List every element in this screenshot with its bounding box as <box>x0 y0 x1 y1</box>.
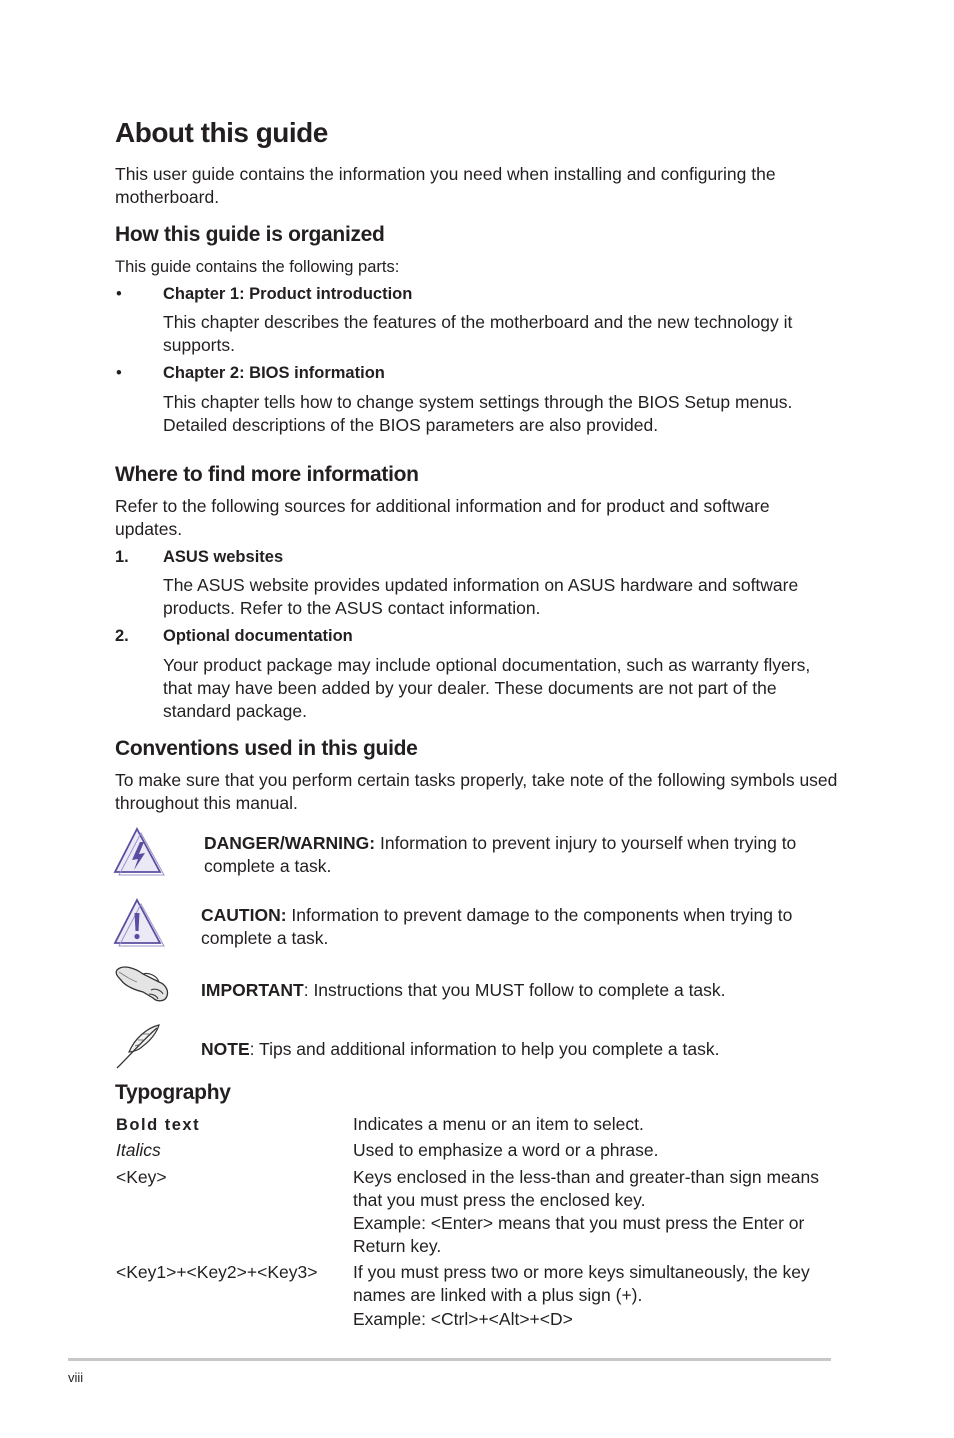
section-heading-typography: Typography <box>115 1081 231 1104</box>
typography-desc-key: Keys enclosed in the less-than and greater-than sign means that you must press the enclosed key. <box>353 1167 819 1210</box>
asus-websites-title: ASUS websites <box>163 548 284 566</box>
page-title: About this guide <box>115 117 328 148</box>
important-hand-icon <box>113 960 177 1006</box>
page-number: viii <box>68 1370 84 1385</box>
list-number: 1. <box>115 548 129 566</box>
caution-label: CAUTION: <box>201 905 287 925</box>
chapter-2-title: Chapter 2: BIOS information <box>163 364 385 382</box>
section-heading-more-info: Where to find more information <box>115 463 419 486</box>
typography-term-key-combo: <Key1>+<Key2>+<Key3> <box>116 1262 318 1282</box>
typography-example-key: Example: <Enter> means that you must press the Enter or Return key. <box>353 1213 805 1256</box>
note-text <box>201 1038 821 1061</box>
caution-text <box>201 904 821 950</box>
chapter-1-description: This chapter describes the features of the motherboard and the new technology it supports. <box>163 312 793 355</box>
danger-warning-label: DANGER/WARNING: <box>204 833 376 853</box>
optional-documentation-title: Optional documentation <box>163 627 353 645</box>
typography-example-key-combo: Example: <Ctrl>+<Alt>+<D> <box>353 1309 573 1329</box>
conventions-lead: To make sure that you perform certain tasks properly, take note of the following symbols used throughout this manual. <box>115 770 838 813</box>
danger-warning-description: Information to prevent injury to yourself when trying to complete a task. <box>204 833 797 876</box>
danger-warning-text <box>204 832 824 878</box>
typography-term-key: <Key> <box>116 1167 167 1187</box>
note-quill-icon <box>113 1022 165 1072</box>
typography-desc-bold: Indicates a menu or an item to select. <box>353 1114 644 1134</box>
typography-desc-italics: Used to emphasize a word or a phrase. <box>353 1140 659 1160</box>
asus-websites-description: The ASUS website provides updated information on ASUS hardware and software products. Refer to the ASUS contact information. <box>163 575 799 618</box>
important-text <box>201 979 821 1002</box>
footer-rule <box>68 1358 831 1361</box>
caution-description: Information to prevent damage to the components when trying to complete a task. <box>201 905 793 948</box>
list-number: 2. <box>115 627 129 645</box>
important-description: : Instructions that you MUST follow to complete a task. <box>303 980 726 1000</box>
important-label: IMPORTANT <box>201 980 304 1000</box>
danger-warning-icon <box>113 826 165 876</box>
organized-lead: This guide contains the following parts: <box>115 258 400 276</box>
typography-desc-key-combo: If you must press two or more keys simultaneously, the key names are linked with a plus sign (+). <box>353 1262 810 1305</box>
section-heading-conventions: Conventions used in this guide <box>115 737 418 760</box>
note-description: : Tips and additional information to help you complete a task. <box>249 1039 720 1059</box>
more-info-lead: Refer to the following sources for additional information and for product and software updates. <box>115 496 770 539</box>
list-bullet: • <box>116 285 122 303</box>
list-bullet: • <box>116 364 122 382</box>
intro-paragraph: This user guide contains the information you need when installing and configuring the motherboard. <box>115 164 776 207</box>
optional-documentation-description: Your product package may include optional documentation, such as warranty flyers, that may have been added by your dealer. These documents are not part of the standard package. <box>163 655 811 721</box>
note-label: NOTE <box>201 1039 250 1059</box>
chapter-2-description: This chapter tells how to change system settings through the BIOS Setup menus. Detailed descriptions of the BIOS parameters are also provided. <box>163 392 793 435</box>
typography-term-italics: Italics <box>116 1140 161 1160</box>
chapter-1-title: Chapter 1: Product introduction <box>163 285 413 303</box>
section-heading-organized: How this guide is organized <box>115 223 385 246</box>
typography-term-bold: Bold text <box>116 1116 201 1134</box>
caution-icon <box>113 897 165 947</box>
